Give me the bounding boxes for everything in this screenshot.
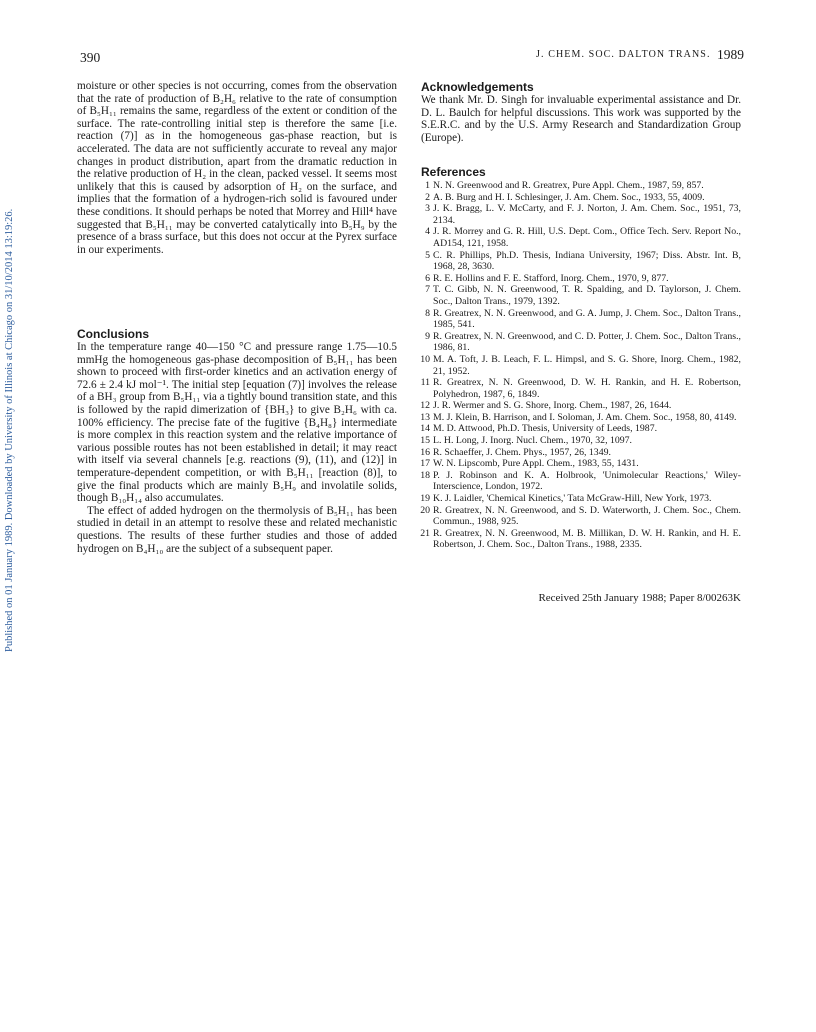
reference-item (421, 505, 741, 528)
reference-number: 20 (420, 504, 430, 516)
reference-text: R. Greatrex, N. N. Greenwood, and G. A. Jump, J. Chem. Soc., Dalton Trans., 1985, 541. (433, 307, 741, 331)
reference-list (421, 180, 741, 551)
reference-number: 14 (420, 423, 430, 435)
reference-text: R. E. Hollins and F. E. Stafford, Inorg. Chem., 1970, 9, 877. (433, 272, 669, 284)
reference-item (421, 377, 741, 400)
reference-item (421, 528, 741, 551)
reference-text: J. R. Morrey and G. R. Hill, U.S. Dept. Com., Office Tech. Serv. Report No., AD154, 121, 1958. (433, 226, 741, 249)
journal-year: 1989 (717, 47, 744, 62)
download-provenance-link[interactable]: Published on 01 January 1989. Downloaded by University of Illinois at Chicago on 31/10/2014 13:19:26. (4, 208, 15, 652)
reference-text: J. K. Bragg, L. V. McCarty, and F. J. Norton, J. Am. Chem. Soc., 1951, 73, 2134. (433, 203, 741, 226)
reference-text: J. R. Wermer and S. G. Shore, Inorg. Chem., 1987, 26, 1644. (433, 400, 672, 412)
received-date: Received 25th January 1988; Paper 8/00263K (538, 592, 741, 604)
acknowledgements-heading: Acknowledgements (421, 80, 534, 94)
reference-text: R. Greatrex, N. N. Greenwood, M. B. Millikan, D. W. H. Rankin, and H. E. Robertson, J. Chem. Soc., Dalton Trans., 1988, 2335. (433, 527, 741, 551)
reference-item (421, 447, 741, 459)
reference-text: N. N. Greenwood and R. Greatrex, Pure Appl. Chem., 1987, 59, 857. (433, 180, 704, 191)
reference-item (421, 203, 741, 226)
reference-text: R. Greatrex, N. N. Greenwood, D. W. H. Rankin, and H. E. Robertson, Polyhedron, 1987, 6, 1849. (433, 377, 741, 400)
reference-text: M. J. Klein, B. Harrison, and I. Soloman, J. Am. Chem. Soc., 1958, 80, 4149. (433, 411, 737, 423)
reference-number: 6 (425, 272, 430, 284)
reference-number: 21 (420, 527, 430, 539)
reference-text: T. C. Gibb, N. N. Greenwood, T. R. Spalding, and D. Taylorson, J. Chem. Soc., Dalton Trans., 1979, 1392. (433, 284, 741, 307)
reference-number: 19 (420, 493, 430, 505)
reference-item (421, 192, 741, 204)
reference-number: 16 (420, 446, 430, 458)
reference-number: 10 (420, 353, 430, 365)
reference-number: 18 (420, 469, 430, 481)
reference-number: 7 (425, 284, 430, 296)
body-paragraph: The effect of added hydrogen on the thermolysis of B₅H₁₁ has been studied in detail in an attempt to resolve these and related mechanistic questions. The results of these further studies and those of added hydrogen on B₄H₁₀ are the subject of a subsequent paper. (77, 504, 397, 555)
reference-number: 3 (425, 203, 430, 215)
reference-item (421, 226, 741, 249)
reference-item (421, 331, 741, 354)
reference-text: M. D. Attwood, Ph.D. Thesis, University of Leeds, 1987. (433, 423, 658, 435)
reference-text: C. R. Phillips, Ph.D. Thesis, Indiana University, 1967; Diss. Abstr. Int. B, 1968, 28, 3630. (433, 249, 741, 273)
reference-number: 1 (425, 180, 430, 191)
reference-item (421, 458, 741, 470)
reference-number: 8 (425, 307, 430, 319)
page-number: 390 (80, 50, 101, 65)
reference-text: R. Schaeffer, J. Chem. Phys., 1957, 26, 1349. (433, 446, 611, 458)
reference-text: A. B. Burg and H. I. Schlesinger, J. Am. Chem. Soc., 1933, 55, 4009. (433, 191, 705, 203)
reference-item (421, 284, 741, 307)
reference-number: 17 (420, 458, 430, 470)
body-paragraph: In the temperature range 40—150 °C and pressure range 1.75—10.5 mmHg the homogeneous gas-phase decomposition of B₅H₁₁ has been shown to proceed with first-order kinetics and an activation energy of 72.6 ± 2.4 kJ mol⁻¹. The initial step [equation (7)] involves the release of a BH₃ group from B₅H₁₁ via a tightly bound transition state, and this is followed by the rapid dimerization of {BH₃} to give B₂H₆ with ca. 100% efficiency. The precise fate of the fugitive {B₄H₈} intermediate is more complex in this reaction system and the relative importance of various possible routes has not been established in detail; it may react with itself via several channels [e.g. reactions (9), (11), and (12)] in temperature-dependent competition, or with B₅H₁₁ [reaction (8)], to give the final products which are mainly B₅H₉ and involatile solids, though B₁₀H₁₄ also accumulates. (77, 341, 397, 505)
reference-item (421, 493, 741, 505)
references-heading: References (421, 165, 486, 179)
reference-item (421, 470, 741, 493)
reference-number: 5 (425, 249, 430, 261)
reference-item (421, 308, 741, 331)
reference-item (421, 412, 741, 424)
reference-item (421, 250, 741, 273)
reference-item (421, 400, 741, 412)
reference-number: 11 (420, 377, 430, 389)
body-paragraph: We thank Mr. D. Singh for invaluable experimental assistance and Dr. D. L. Baulch for helpful discussions. This work was supported by the S.E.R.C. and by the U.S. Army Research and Standardization Group (Europe). (421, 94, 741, 144)
conclusions-body (77, 341, 397, 555)
reference-item (421, 180, 741, 192)
reference-item (421, 423, 741, 435)
reference-number: 12 (420, 400, 430, 412)
reference-item (421, 273, 741, 285)
journal-name: J. CHEM. SOC. DALTON TRANS. (536, 49, 711, 60)
reference-text: K. J. Laidler, 'Chemical Kinetics,' Tata McGraw-Hill, New York, 1973. (433, 493, 712, 505)
reference-text: P. J. Robinson and K. A. Holbrook, 'Unimolecular Reactions,' Wiley-Interscience, London, 1972. (433, 469, 741, 493)
reference-text: R. Greatrex, N. N. Greenwood, and C. D. Potter, J. Chem. Soc., Dalton Trans., 1986, 81. (433, 330, 741, 354)
reference-text: L. H. Long, J. Inorg. Nucl. Chem., 1970, 32, 1097. (433, 435, 633, 447)
left-column-paragraph-1 (77, 80, 397, 256)
reference-item (421, 354, 741, 377)
reference-text: R. Greatrex, N. N. Greenwood, and S. D. Waterworth, J. Chem. Soc., Chem. Commun., 1988, 925. (433, 504, 741, 528)
reference-number: 15 (420, 435, 430, 447)
reference-number: 2 (425, 191, 430, 203)
reference-item (421, 435, 741, 447)
reference-text: W. N. Lipscomb, Pure Appl. Chem., 1983, 55, 1431. (433, 458, 639, 470)
acknowledgements-body (421, 94, 741, 144)
body-paragraph: moisture or other species is not occurring, comes from the observation that the rate of production of B₂H₆ relative to the rate of consumption of B₅H₁₁ remains the same, regardless of the extent or condition of the surface. The rate-controlling initial step is therefore the same [i.e. reaction (7)] as in the homogeneous gas-phase reaction, but is accelerated. The data are not sufficiently accurate to reveal any major changes in product distribution, apart from the dramatic reduction in the relative production of H₂ in the clean, packed vessel. It seems most unlikely that this is caused by adsorption of H₂ on the surface, and implies that the formation of a hydrogen-rich solid is favoured under these conditions. It should perhaps be noted that Morrey and Hill⁴ have suggested that B₅H₁₁ may be converted catalytically into B₅H₉ by the presence of a brass surface, but this does not occur at the Pyrex surface in our experiments. (77, 80, 397, 256)
reference-number: 4 (425, 226, 430, 238)
reference-text: M. A. Toft, J. B. Leach, F. L. Himpsl, and S. G. Shore, Inorg. Chem., 1982, 21, 1952. (433, 353, 741, 377)
reference-number: 9 (425, 330, 430, 342)
conclusions-heading: Conclusions (77, 327, 150, 341)
reference-number: 13 (420, 411, 430, 423)
